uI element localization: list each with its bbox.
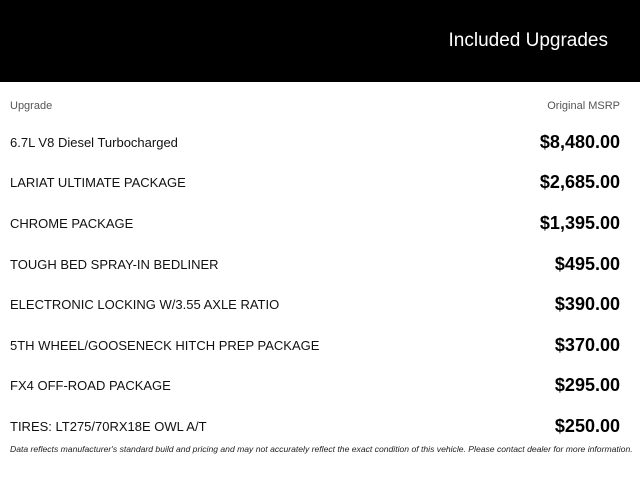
column-headers: [0, 100, 640, 113]
upgrade-row: [0, 244, 640, 285]
upgrade-price: $250.00: [554, 415, 620, 436]
upgrade-name: TOUGH BED SPRAY-IN BEDLINER: [10, 256, 219, 272]
upgrade-name: FX4 OFF-ROAD PACKAGE: [10, 378, 171, 394]
page-title: Included Upgrades: [448, 30, 608, 51]
upgrade-price: $2,685.00: [539, 172, 620, 193]
upgrade-row: [0, 366, 640, 407]
upgrade-name: 6.7L V8 Diesel Turbocharged: [10, 134, 178, 150]
column-header-msrp: Original MSRP: [547, 100, 620, 112]
upgrade-price: $1,395.00: [539, 212, 620, 233]
upgrade-name: ELECTRONIC LOCKING W/3.55 AXLE RATIO: [10, 297, 280, 313]
upgrade-row: [0, 284, 640, 325]
upgrade-price: $8,480.00: [539, 131, 620, 152]
upgrade-row: [0, 203, 640, 244]
upgrade-row: [0, 325, 640, 366]
upgrade-price: $390.00: [554, 294, 620, 315]
upgrade-price: $495.00: [554, 253, 620, 274]
header-banner: [0, 0, 640, 82]
column-header-upgrade: Upgrade: [10, 100, 53, 112]
upgrade-row: [0, 406, 640, 447]
upgrade-price: $295.00: [554, 375, 620, 396]
upgrade-name: TIRES: LT275/70RX18E OWL A/T: [10, 418, 207, 434]
upgrade-price: $370.00: [554, 334, 620, 355]
upgrade-name: LARIAT ULTIMATE PACKAGE: [10, 175, 186, 191]
upgrade-row: [0, 163, 640, 204]
upgrade-list: [0, 122, 640, 447]
upgrade-name: 5TH WHEEL/GOOSENECK HITCH PREP PACKAGE: [10, 337, 320, 353]
disclaimer-text: Data reflects manufacturer's standard build and pricing and may not accurately reflect the exact condition of this vehicle. Please contact dealer for more information.: [10, 444, 633, 454]
upgrade-row: [0, 122, 640, 163]
upgrade-name: CHROME PACKAGE: [10, 215, 134, 231]
